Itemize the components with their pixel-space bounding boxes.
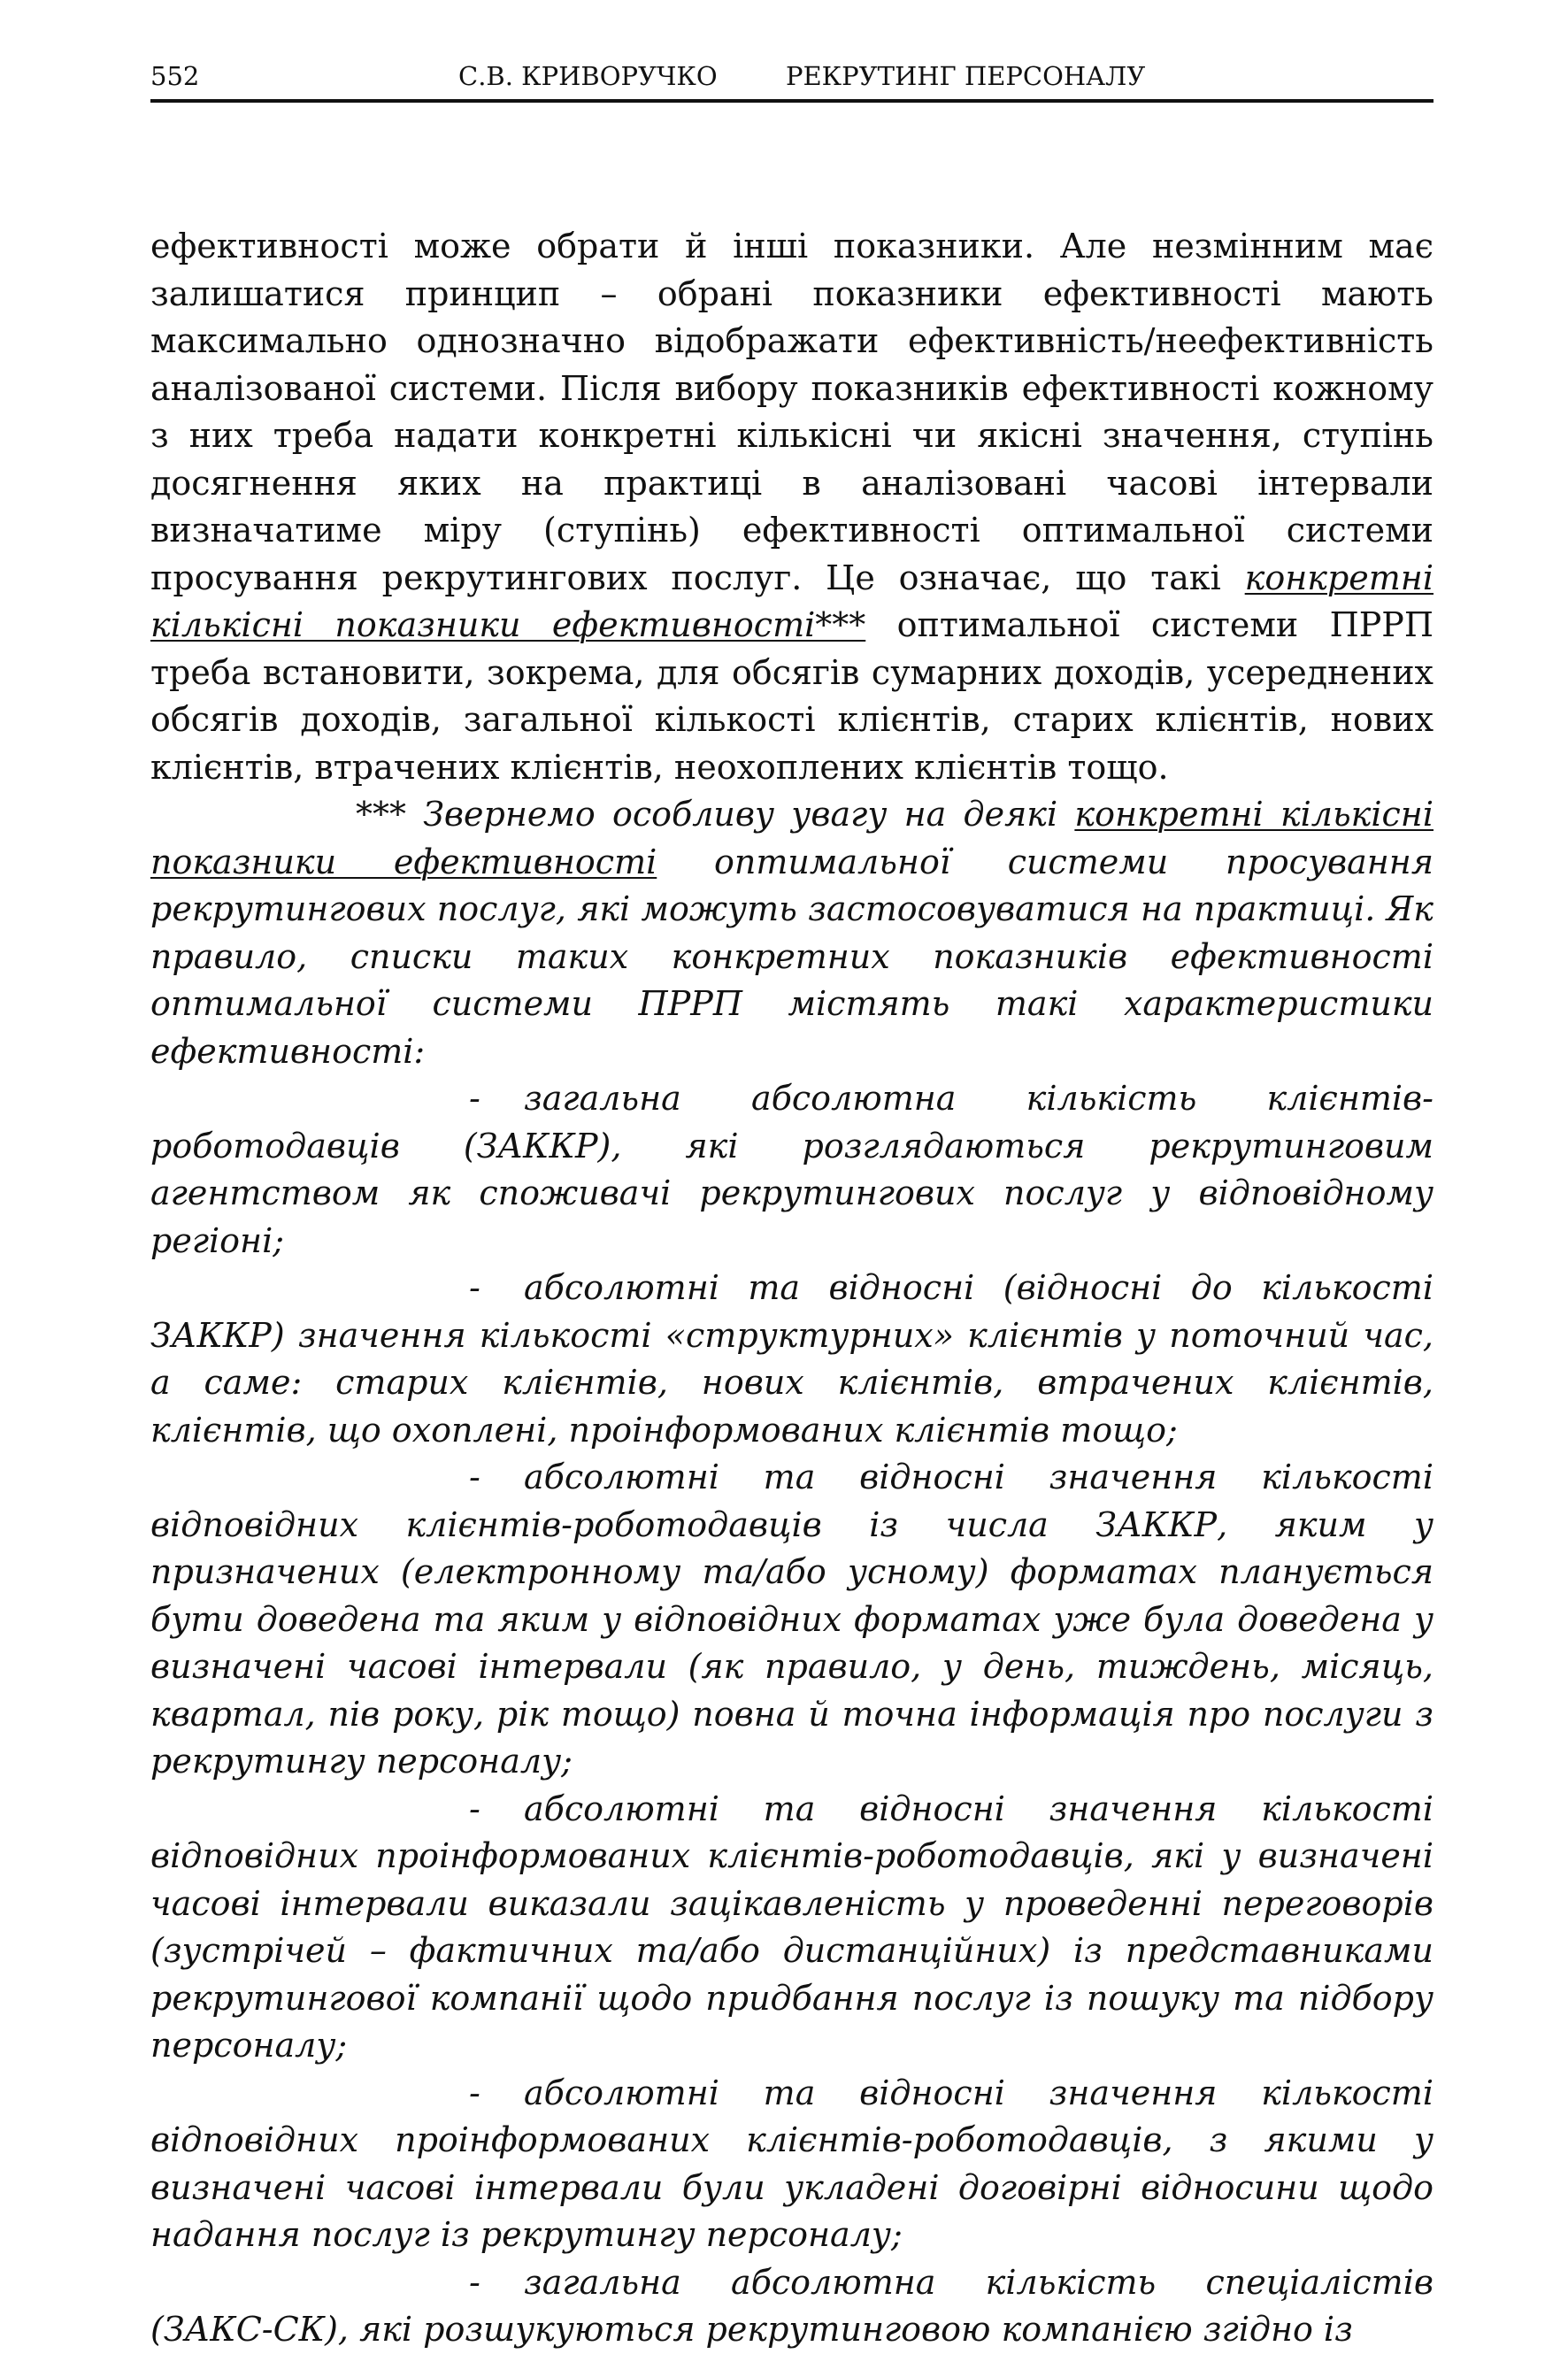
list-item <box>150 1786 1433 2070</box>
footnote-text-2: оптимальної системи просування рекрутингових послуг, які можуть застосовуватися на практиці. Як правило, списки таких конкретних показників ефективності оптимальної системи ПРРП містять такі характеристики ефективності: <box>150 842 1433 1071</box>
list-item <box>150 1454 1433 1786</box>
document-page <box>150 53 1433 2354</box>
list-item <box>150 2070 1433 2259</box>
bullet-dash: - <box>469 1268 480 1307</box>
main-paragraph-text-2: оптимальної системи ПРРП треба встановити, зокрема, для обсягів сумарних доходів, усереднених обсягів доходів, загальної кількості клієнтів, старих клієнтів, нових клієнтів, втрачених клієнтів, неохоплених клієнтів тощо. <box>150 605 1433 787</box>
bullet-dash: - <box>469 1789 480 1828</box>
list-item <box>150 1265 1433 1454</box>
bullet-dash: - <box>469 1458 480 1496</box>
list-item <box>150 1075 1433 1265</box>
bullet-dash: - <box>469 1079 480 1118</box>
list-item-text: абсолютні та відносні (відносні до кількості ЗАККР) значення кількості «структурних» клієнтів у поточний час, а саме: старих клієнтів, нових клієнтів, втрачених клієнтів, клієнтів, що охоплені, проінформованих клієнтів тощо; <box>150 1268 1433 1450</box>
footnote-paragraph <box>150 791 1433 1075</box>
list-item <box>150 2259 1433 2354</box>
page-number: 552 <box>150 61 200 91</box>
footnote-text-1: *** Звернемо особливу увагу на деякі <box>356 795 1075 834</box>
list-item-text: загальна абсолютна кількість спеціалістів (ЗАКС-СК), які розшукуються рекрутинговою компанією згідно із <box>150 2262 1433 2349</box>
header-book-title: РЕКРУТИНГ ПЕРСОНАЛУ <box>786 61 1146 91</box>
main-paragraph-underlined-term: конкретні кількісні показники ефективності*** <box>150 558 1433 644</box>
main-paragraph <box>150 223 1433 791</box>
list-item-text: абсолютні та відносні значення кількості відповідних проінформованих клієнтів-роботодавців, які у визначені часові інтервали виказали зацікавленість у проведенні переговорів (зустрічей – фактичних та/або дистанційних) із представниками рекрутингової компанії щодо придбання послуг із пошуку та підбору персоналу; <box>150 1789 1433 2065</box>
list-item-text: абсолютні та відносні значення кількості відповідних клієнтів-роботодавців із числа ЗАККР, яким у призначених (електронному та/або усному) форматах планується бути доведена та яким у відповідних форматах уже була доведена у визначені часові інтервали (як правило, у день, тиждень, місяць, квартал, пів року, рік тощо) повна й точна інформація про послуги з рекрутингу персоналу; <box>150 1458 1433 1781</box>
bullet-dash: - <box>469 2073 480 2112</box>
main-paragraph-text-1: ефективності може обрати й інші показники. Але незмінним має залишатися принцип – обрані показники ефективності мають максимально однозначно відображати ефективність/неефективність аналізованої системи. Після вибору показників ефективності кожному з них треба надати конкретні кількісні чи якісні значення, ступінь досягнення яких на практиці в аналізовані часові інтервали визначатиме міру (ступінь) ефективності оптимальної системи просування рекрутингових послуг. Це означає, що такі <box>150 227 1433 597</box>
bullet-dash: - <box>469 2262 480 2302</box>
list-item-text: загальна абсолютна кількість клієнтів-роботодавців (ЗАККР), які розглядаються рекрутинговим агентством як споживачі рекрутингових послуг у відповідному регіоні; <box>150 1079 1433 1260</box>
running-header <box>150 53 1433 103</box>
list-item-text: абсолютні та відносні значення кількості відповідних проінформованих клієнтів-роботодавців, з якими у визначені часові інтервали були укладені договірні відносини щодо надання послуг із рекрутингу персоналу; <box>150 2073 1433 2254</box>
page-content <box>150 223 1433 2354</box>
footnote-underlined-term: конкретні кількісні показники ефективності <box>150 795 1433 881</box>
header-author: С.В. КРИВОРУЧКО <box>458 61 718 91</box>
